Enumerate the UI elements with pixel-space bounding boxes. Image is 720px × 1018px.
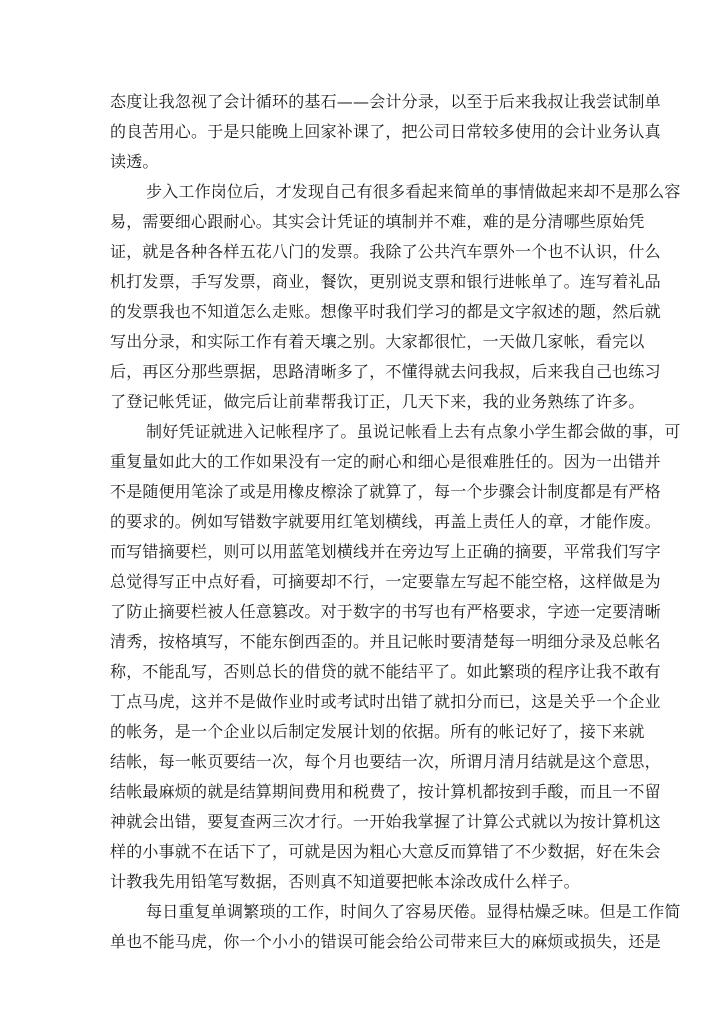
paragraph-line-7: 机打发票，手写发票，商业，餐饮，更别说支票和银行进帐单了。连写着礼品	[110, 272, 661, 291]
paragraph-line-5: 易，需要细心跟耐心。其实会计凭证的填制并不难，难的是分清哪些原始凭	[110, 212, 645, 231]
paragraph-line-25: 神就会出错，要复查两三次才行。一开始我掌握了计算公式就以为按计算机这	[110, 812, 661, 831]
paragraph-line-22: 的帐务，是一个企业以后制定发展计划的依据。所有的帐记好了，接下来就	[110, 722, 645, 741]
paragraph-line-6: 证，就是各种各样五花八门的发票。我除了公共汽车票外一个也不认识，什么	[110, 242, 661, 261]
paragraph-line-10: 后，再区分那些票据，思路清晰多了，不懂得就去问我叔，后来我自己也练习	[110, 362, 661, 381]
paragraph-line-8: 的发票我也不知道怎么走账。想像平时我们学习的都是文字叙述的题，然后就	[110, 302, 661, 321]
paragraph-line-24: 结帐最麻烦的就是结算期间费用和税费了，按计算机都按到手酸，而且一不留	[110, 782, 661, 801]
paragraph-line-19: 清秀，按格填写，不能东倒西歪的。并且记帐时要清楚每一明细分录及总帐名	[110, 632, 661, 651]
paragraph-line-27: 计教我先用铅笔写数据，否则真不知道要把帐本涂改成什么样子。	[110, 872, 580, 891]
paragraph-line-16: 而写错摘要栏，则可以用蓝笔划横线并在旁边写上正确的摘要，平常我们写字	[110, 542, 661, 561]
paragraph-line-3: 读透。	[110, 152, 159, 171]
paragraph-line-21: 丁点马虎，这并不是做作业时或考试时出错了就扣分而已，这是关乎一个企业	[110, 692, 661, 711]
paragraph-line-23: 结帐，每一帐页要结一次，每个月也要结一次，所谓月清月结就是这个意思，	[110, 752, 661, 771]
paragraph-line-26: 样的小事就不在话下了，可就是因为粗心大意反而算错了不少数据，好在朱会	[110, 842, 661, 861]
paragraph-line-18: 了防止摘要栏被人任意篡改。对于数字的书写也有严格要求，字迹一定要清晰	[110, 602, 661, 621]
paragraph-line-17: 总觉得写正中点好看，可摘要却不行，一定要靠左写起不能空格，这样做是为	[110, 572, 661, 591]
paragraph-line-9: 写出分录，和实际工作有着天壤之别。大家都很忙，一天做几家帐，看完以	[110, 332, 645, 351]
paragraph-line-12: 制好凭证就进入记帐程序了。虽说记帐看上去有点象小学生都会做的事，可	[146, 422, 681, 441]
paragraph-line-2: 的良苦用心。于是只能晚上回家补课了，把公司日常较多使用的会计业务认真	[110, 122, 661, 141]
paragraph-line-1: 态度让我忽视了会计循环的基石——会计分录，以至于后来我叔让我尝试制单	[110, 92, 661, 111]
paragraph-line-28: 每日重复单调繁琐的工作，时间久了容易厌倦。显得枯燥乏味。但是工作简	[146, 902, 681, 921]
paragraph-line-15: 的要求的。例如写错数字就要用红笔划横线，再盖上责任人的章，才能作废。	[110, 512, 661, 531]
paragraph-line-20: 称，不能乱写，否则总长的借贷的就不能结平了。如此繁琐的程序让我不敢有	[110, 662, 661, 681]
paragraph-line-13: 重复量如此大的工作如果没有一定的耐心和细心是很难胜任的。因为一出错并	[110, 452, 661, 471]
paragraph-line-11: 了登记帐凭证，做完后让前辈帮我订正，几天下来，我的业务熟练了许多。	[110, 392, 645, 411]
paragraph-line-14: 不是随便用笔涂了或是用橡皮檫涂了就算了，每一个步骤会计制度都是有严格	[110, 482, 661, 501]
paragraph-line-29: 单也不能马虎，你一个小小的错误可能会给公司带来巨大的麻烦或损失，还是	[110, 932, 661, 951]
paragraph-line-4: 步入工作岗位后，才发现自己有很多看起来简单的事情做起来却不是那么容	[146, 182, 681, 201]
